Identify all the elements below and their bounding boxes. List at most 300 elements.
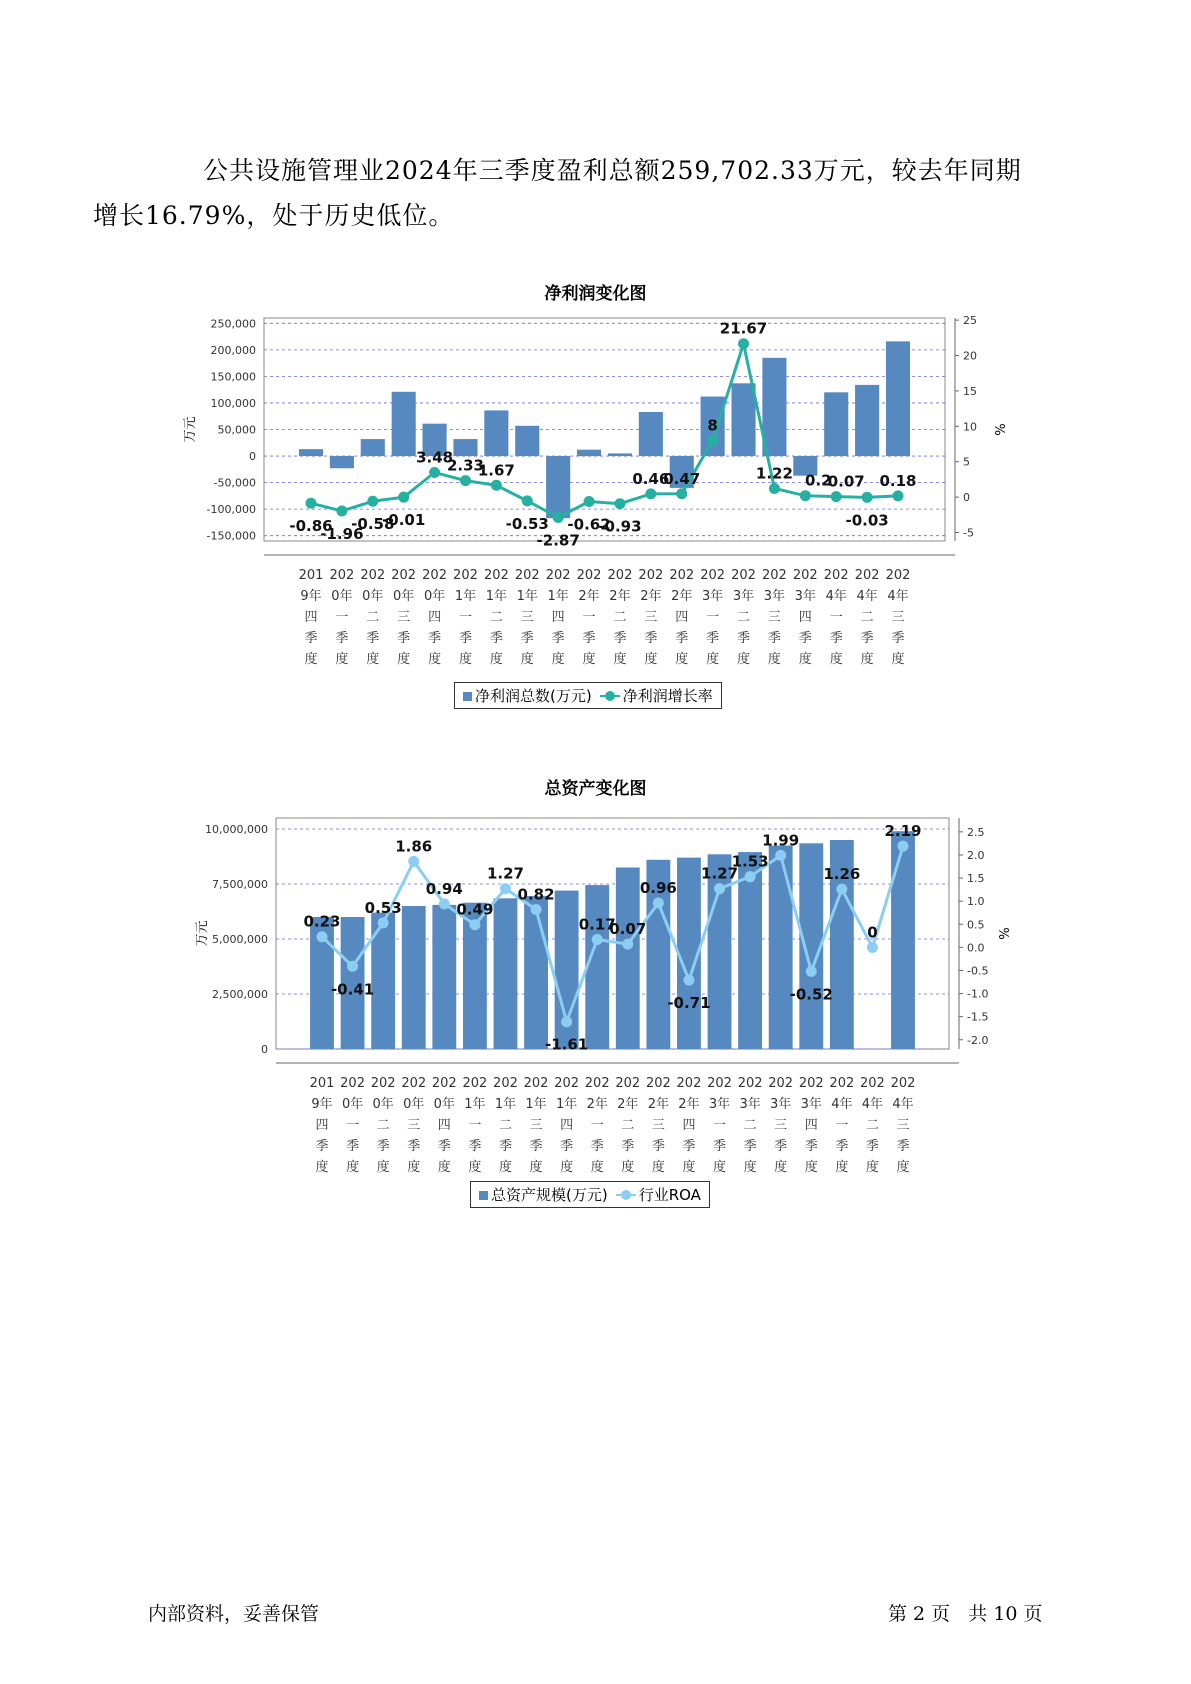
data-label: -0.01 <box>382 511 426 530</box>
line-point <box>831 491 842 502</box>
x-tick-label: 3年 <box>763 589 786 604</box>
y-tick-label: -100,000 <box>206 503 256 517</box>
x-tick-label: 3年 <box>732 589 755 604</box>
x-tick-label: 201 <box>298 568 324 583</box>
x-tick-label: 季 <box>891 631 905 646</box>
x-tick-label: 季 <box>335 631 349 646</box>
x-tick-label: 1年 <box>494 1097 517 1112</box>
x-tick-label: 4年 <box>861 1097 884 1112</box>
x-tick-label: 一 <box>582 610 596 625</box>
x-tick-label: 季 <box>896 1139 910 1154</box>
x-tick-label: 2年 <box>671 589 693 604</box>
x-tick-label: 202 <box>545 568 571 583</box>
x-tick-label: 季 <box>304 631 318 646</box>
x-tick-label: 0年 <box>393 589 415 604</box>
x-tick-label: 202 <box>514 568 540 583</box>
y2-tick-label: 2.5 <box>967 825 985 839</box>
x-tick-label: 季 <box>651 1139 665 1154</box>
bar <box>639 412 663 456</box>
data-label: 2.19 <box>884 822 922 841</box>
x-tick-label: 202 <box>854 568 880 583</box>
y2-tick-label: 0 <box>963 491 970 505</box>
line-point <box>775 850 786 861</box>
x-tick-label: 季 <box>498 1139 512 1154</box>
line-swatch-icon <box>600 691 620 701</box>
line-point <box>614 498 625 509</box>
data-label: -0.86 <box>289 517 333 536</box>
x-tick-label: 季 <box>675 631 689 646</box>
x-tick-label: 一 <box>346 1118 360 1133</box>
data-label: -0.58 <box>351 515 395 534</box>
line-point <box>645 488 656 499</box>
x-tick-label: 度 <box>529 1160 543 1175</box>
bar-swatch-icon <box>463 692 472 701</box>
x-tick-label: 度 <box>407 1160 421 1175</box>
data-label: 1.67 <box>477 461 515 480</box>
bar <box>392 392 416 456</box>
data-label: -2.87 <box>536 531 580 550</box>
x-tick-label: 202 <box>391 568 417 583</box>
x-tick-label: 202 <box>401 1076 427 1091</box>
x-tick-label: 二 <box>621 1118 635 1133</box>
line-point <box>429 467 440 478</box>
x-tick-label: 四 <box>437 1118 451 1133</box>
x-tick-label: 季 <box>489 631 503 646</box>
x-tick-label: 2年 <box>586 1097 608 1112</box>
y2-tick-label: 15 <box>963 384 977 398</box>
line-point <box>800 490 811 501</box>
data-label: 0.46 <box>632 469 670 488</box>
x-tick-label: 季 <box>644 631 658 646</box>
x-tick-label: 三 <box>896 1118 910 1133</box>
y-tick-label: 2,500,000 <box>212 988 268 1001</box>
data-label: 0.07 <box>827 472 865 491</box>
x-tick-label: 一 <box>706 610 720 625</box>
y-axis-title: 万元 <box>183 416 198 443</box>
x-tick-label: 一 <box>335 610 349 625</box>
x-tick-label: 202 <box>493 1076 518 1091</box>
x-tick-label: 季 <box>767 631 781 646</box>
x-tick-label: 2年 <box>578 589 600 604</box>
x-tick-label: 202 <box>453 568 478 583</box>
y2-tick-label: -5 <box>963 526 974 540</box>
line-point <box>683 975 694 986</box>
line-point <box>622 939 633 950</box>
x-tick-label: 度 <box>675 652 689 667</box>
bar <box>484 410 508 456</box>
data-label: 1.99 <box>762 831 800 850</box>
line-point <box>584 496 595 507</box>
x-tick-label: 度 <box>706 652 720 667</box>
data-label: 1.27 <box>486 864 524 883</box>
x-tick-label: 季 <box>376 1139 390 1154</box>
line-point <box>336 505 347 516</box>
data-label: -0.41 <box>330 980 375 999</box>
line-point <box>378 917 389 928</box>
line-point <box>806 966 817 977</box>
x-tick-label: 3年 <box>770 1097 792 1112</box>
x-tick-label: 202 <box>584 1076 610 1091</box>
legend-item-growth-rate: 净利润增长率 <box>600 685 713 706</box>
x-tick-label: 2年 <box>617 1097 639 1112</box>
x-tick-label: 202 <box>768 1076 794 1091</box>
chart2-title: 总资产变化图 <box>544 779 647 799</box>
x-tick-label: 3年 <box>708 1097 731 1112</box>
x-tick-label: 季 <box>437 1139 451 1154</box>
y-tick-label: 250,000 <box>210 317 256 331</box>
x-tick-label: 202 <box>731 568 756 583</box>
line-point <box>367 496 378 507</box>
x-tick-label: 202 <box>554 1076 580 1091</box>
line-point <box>836 884 847 895</box>
x-tick-label: 1年 <box>555 1097 578 1112</box>
y-tick-label: -150,000 <box>206 529 256 543</box>
x-tick-label: 度 <box>458 652 472 667</box>
line-point <box>898 841 909 852</box>
net-profit-chart <box>0 300 1191 680</box>
x-tick-label: 季 <box>315 1139 329 1154</box>
data-label: -0.52 <box>789 985 833 1004</box>
footer-page-number: 第 2 页 共 10 页 <box>888 1603 1043 1625</box>
x-tick-label: 一 <box>835 1118 849 1133</box>
x-tick-label: 0年 <box>423 589 446 604</box>
x-tick-label: 1年 <box>464 1097 486 1112</box>
x-tick-label: 季 <box>743 1139 757 1154</box>
line-point <box>522 495 533 506</box>
x-tick-label: 季 <box>860 631 874 646</box>
x-tick-label: 1年 <box>454 589 477 604</box>
x-tick-label: 202 <box>645 1076 671 1091</box>
x-tick-label: 度 <box>315 1160 329 1175</box>
x-tick-label: 0年 <box>433 1097 455 1112</box>
x-tick-label: 三 <box>774 1118 788 1133</box>
line-point <box>893 490 904 501</box>
line-point <box>862 492 873 503</box>
data-label: 0 <box>867 923 878 942</box>
line-point <box>561 1016 572 1027</box>
x-tick-label: 2年 <box>678 1097 700 1112</box>
y2-tick-label: 5 <box>963 455 970 469</box>
x-tick-label: 9年 <box>300 589 322 604</box>
x-tick-label: 3年 <box>794 589 816 604</box>
x-tick-label: 三 <box>767 610 781 625</box>
data-label: 0.17 <box>578 915 616 934</box>
bar <box>330 456 354 468</box>
x-tick-label: 202 <box>607 568 633 583</box>
x-tick-label: 季 <box>798 631 812 646</box>
x-tick-label: 季 <box>774 1139 788 1154</box>
bar <box>608 453 632 456</box>
x-tick-label: 季 <box>590 1139 604 1154</box>
y-tick-label: 200,000 <box>210 343 256 357</box>
bar <box>432 905 456 1049</box>
x-tick-label: 度 <box>346 1160 360 1175</box>
x-tick-label: 4年 <box>892 1097 914 1112</box>
x-tick-label: 季 <box>682 1139 696 1154</box>
x-tick-label: 度 <box>304 652 318 667</box>
x-tick-label: 度 <box>335 652 349 667</box>
data-label: -1.61 <box>545 1035 589 1054</box>
legend-item-net-profit: 净利润总数(万元) <box>463 685 592 706</box>
x-tick-label: 1年 <box>525 1097 547 1112</box>
line-point <box>491 480 502 491</box>
bar-swatch-icon <box>479 1191 488 1200</box>
data-label: 1.26 <box>823 865 861 884</box>
x-tick-label: 202 <box>340 1076 365 1091</box>
x-tick-label: 202 <box>431 1076 457 1091</box>
data-label: 1.86 <box>395 837 433 856</box>
x-tick-label: 202 <box>823 568 849 583</box>
x-tick-label: 度 <box>613 652 627 667</box>
x-tick-label: 二 <box>865 1118 879 1133</box>
x-tick-label: 1年 <box>516 589 538 604</box>
x-tick-label: 度 <box>644 652 658 667</box>
x-tick-label: 度 <box>865 1160 879 1175</box>
x-tick-label: 202 <box>483 568 509 583</box>
x-tick-label: 4年 <box>887 589 909 604</box>
x-tick-label: 一 <box>458 610 472 625</box>
x-tick-label: 0年 <box>372 1097 394 1112</box>
data-label: 0.53 <box>364 898 402 917</box>
x-tick-label: 202 <box>798 1076 824 1091</box>
data-label: 0.94 <box>425 879 463 898</box>
x-tick-label: 季 <box>458 631 472 646</box>
y2-tick-label: -1.5 <box>967 1010 989 1024</box>
x-tick-label: 三 <box>407 1118 421 1133</box>
x-tick-label: 202 <box>890 1076 916 1091</box>
x-tick-label: 季 <box>804 1139 818 1154</box>
legend-item-roa: 行业ROA <box>616 1184 701 1205</box>
x-tick-label: 季 <box>865 1139 879 1154</box>
x-tick-label: 二 <box>498 1118 512 1133</box>
x-tick-label: 季 <box>621 1139 635 1154</box>
x-tick-label: 度 <box>798 652 812 667</box>
x-tick-label: 度 <box>896 1160 910 1175</box>
bar <box>824 392 848 456</box>
x-tick-label: 度 <box>551 652 565 667</box>
x-tick-label: 四 <box>428 610 442 625</box>
x-tick-label: 度 <box>590 1160 604 1175</box>
x-tick-label: 度 <box>582 652 596 667</box>
x-tick-label: 三 <box>520 610 534 625</box>
chart1-title: 净利润变化图 <box>544 284 647 304</box>
y-tick-label: 150,000 <box>210 370 256 384</box>
x-tick-label: 度 <box>621 1160 635 1175</box>
x-tick-label: 季 <box>529 1139 543 1154</box>
y-tick-label: 100,000 <box>210 396 256 410</box>
x-tick-label: 季 <box>835 1139 849 1154</box>
x-tick-label: 二 <box>376 1118 390 1133</box>
bar <box>494 898 518 1049</box>
line-point <box>469 919 480 930</box>
x-tick-label: 度 <box>468 1160 482 1175</box>
x-tick-label: 202 <box>638 568 664 583</box>
total-assets-chart <box>0 800 1191 1180</box>
chart1-legend <box>454 682 722 709</box>
x-tick-label: 二 <box>860 610 874 625</box>
data-label: 1.53 <box>731 852 769 871</box>
x-tick-label: 一 <box>590 1118 604 1133</box>
line-point <box>408 856 419 867</box>
x-tick-label: 季 <box>468 1139 482 1154</box>
x-tick-label: 度 <box>860 652 874 667</box>
y-tick-label: 0 <box>249 450 256 464</box>
line-point <box>531 904 542 915</box>
x-tick-label: 一 <box>468 1118 482 1133</box>
x-tick-label: 度 <box>366 652 380 667</box>
data-label: -0.93 <box>598 517 642 536</box>
x-tick-label: 202 <box>615 1076 641 1091</box>
y2-axis-title: % <box>991 423 1006 436</box>
line-point <box>347 961 358 972</box>
summary-paragraph <box>93 148 1048 238</box>
x-tick-label: 0年 <box>331 589 353 604</box>
x-tick-label: 202 <box>860 1076 885 1091</box>
x-tick-label: 202 <box>700 568 726 583</box>
y2-tick-label: 1.5 <box>967 872 985 886</box>
data-label: 0.47 <box>663 469 701 488</box>
x-tick-label: 一 <box>713 1118 727 1133</box>
y2-tick-label: 0.5 <box>967 918 985 932</box>
y2-tick-label: 1.0 <box>967 895 985 909</box>
x-tick-label: 度 <box>437 1160 451 1175</box>
line-point <box>500 883 511 894</box>
bar <box>515 426 539 456</box>
x-tick-label: 202 <box>762 568 787 583</box>
x-tick-label: 4年 <box>831 1097 853 1112</box>
y2-tick-label: -2.0 <box>967 1033 989 1047</box>
x-tick-label: 季 <box>407 1139 421 1154</box>
y-tick-label: 10,000,000 <box>205 823 268 836</box>
x-tick-label: 三 <box>891 610 905 625</box>
x-tick-label: 度 <box>804 1160 818 1175</box>
x-tick-label: 度 <box>737 652 751 667</box>
x-tick-label: 度 <box>767 652 781 667</box>
y2-tick-label: 25 <box>963 314 977 328</box>
x-tick-label: 202 <box>462 1076 488 1091</box>
y-tick-label: 7,500,000 <box>212 878 268 891</box>
x-tick-label: 202 <box>707 1076 732 1091</box>
x-tick-label: 一 <box>829 610 843 625</box>
data-label: 3.48 <box>416 448 454 467</box>
x-tick-label: 度 <box>743 1160 757 1175</box>
y2-tick-label: 20 <box>963 349 977 363</box>
y-tick-label: 5,000,000 <box>212 933 268 946</box>
x-tick-label: 度 <box>713 1160 727 1175</box>
x-tick-label: 季 <box>560 1139 574 1154</box>
y2-tick-label: -1.0 <box>967 987 989 1001</box>
x-tick-label: 度 <box>560 1160 574 1175</box>
x-tick-label: 度 <box>835 1160 849 1175</box>
bar <box>524 896 548 1049</box>
y-tick-label: -50,000 <box>213 476 256 490</box>
data-label: 0.07 <box>609 920 647 939</box>
x-tick-label: 度 <box>376 1160 390 1175</box>
data-label: 21.67 <box>719 319 768 338</box>
data-label: 1.27 <box>701 864 739 883</box>
x-tick-label: 季 <box>613 631 627 646</box>
line-point <box>745 871 756 882</box>
x-tick-label: 202 <box>370 1076 396 1091</box>
x-tick-label: 202 <box>576 568 602 583</box>
x-tick-label: 度 <box>489 652 503 667</box>
bar <box>855 385 879 456</box>
data-label: 2.33 <box>446 456 484 475</box>
bar <box>402 906 426 1049</box>
x-tick-label: 1年 <box>547 589 569 604</box>
y2-tick-label: 2.0 <box>967 848 985 862</box>
x-tick-label: 0年 <box>403 1097 425 1112</box>
x-tick-label: 度 <box>428 652 442 667</box>
x-tick-label: 2年 <box>647 1097 670 1112</box>
data-label: -0.71 <box>667 994 711 1013</box>
bar <box>577 450 601 456</box>
y2-tick-label: -0.5 <box>967 964 989 978</box>
data-label: 0.49 <box>456 900 494 919</box>
x-tick-label: 度 <box>397 652 411 667</box>
x-tick-label: 季 <box>397 631 411 646</box>
y-tick-label: 0 <box>261 1043 268 1056</box>
bar <box>616 868 640 1050</box>
x-tick-label: 四 <box>675 610 689 625</box>
x-tick-label: 202 <box>523 1076 549 1091</box>
line-swatch-icon <box>616 1190 636 1200</box>
x-tick-label: 二 <box>737 610 751 625</box>
bar <box>769 846 793 1050</box>
x-tick-label: 202 <box>829 1076 855 1091</box>
data-label: -0.03 <box>845 511 889 530</box>
footer-left: 内部资料，妥善保管 <box>148 1603 320 1625</box>
x-tick-label: 2年 <box>640 589 662 604</box>
line-point <box>769 483 780 494</box>
x-tick-label: 四 <box>560 1118 574 1133</box>
x-tick-label: 202 <box>737 1076 763 1091</box>
data-label: 1.22 <box>755 464 793 483</box>
x-tick-label: 202 <box>422 568 447 583</box>
bar <box>585 885 609 1049</box>
y2-tick-label: 10 <box>963 420 977 434</box>
x-tick-label: 二 <box>366 610 380 625</box>
x-tick-label: 0年 <box>362 589 384 604</box>
x-tick-label: 202 <box>792 568 818 583</box>
legend-item-total-assets: 总资产规模(万元) <box>479 1184 608 1205</box>
line-point <box>317 931 328 942</box>
x-tick-label: 3年 <box>739 1097 761 1112</box>
data-label: 0.82 <box>517 885 555 904</box>
line-point <box>676 488 687 499</box>
x-tick-label: 9年 <box>311 1097 333 1112</box>
x-tick-label: 202 <box>885 568 911 583</box>
chart2-legend <box>470 1181 710 1208</box>
line-point <box>439 898 450 909</box>
bar <box>299 449 323 456</box>
x-tick-label: 202 <box>669 568 695 583</box>
x-tick-label: 三 <box>644 610 658 625</box>
x-tick-label: 季 <box>829 631 843 646</box>
data-label: 0.18 <box>879 471 917 490</box>
data-label: 0.23 <box>303 912 341 931</box>
x-tick-label: 度 <box>498 1160 512 1175</box>
data-label: 8 <box>707 416 718 435</box>
data-label: 0.96 <box>639 879 677 898</box>
x-tick-label: 0年 <box>341 1097 364 1112</box>
line-point <box>714 883 725 894</box>
x-tick-label: 四 <box>804 1118 818 1133</box>
x-tick-label: 202 <box>329 568 355 583</box>
bar <box>886 341 910 456</box>
line-point <box>398 492 409 503</box>
x-tick-label: 季 <box>520 631 534 646</box>
